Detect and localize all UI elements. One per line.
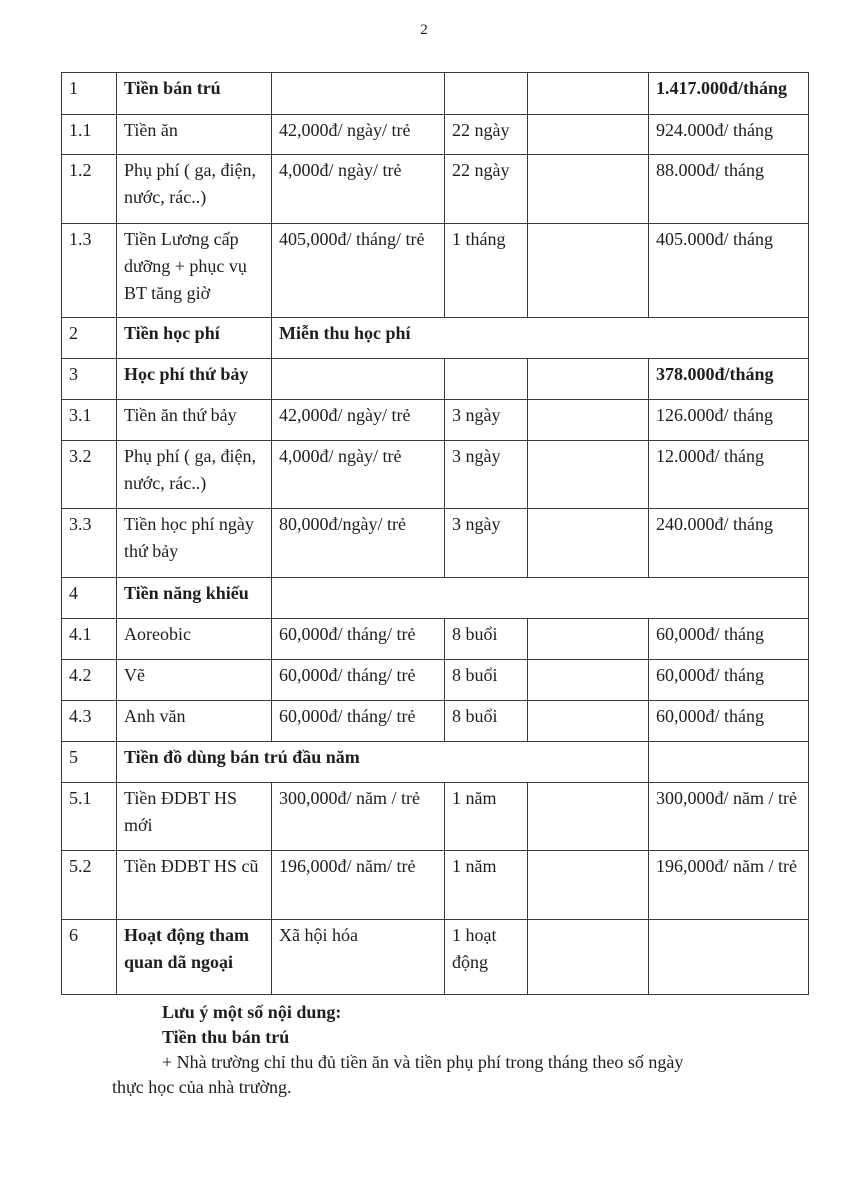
row-number-cell: 2	[62, 318, 117, 359]
item-cell: Tiền học phí ngày thứ bảy	[117, 509, 272, 578]
row-number-cell: 4.2	[62, 660, 117, 701]
item-cell: Tiền năng khiếu	[117, 578, 272, 619]
row-number-cell: 1	[62, 73, 117, 115]
rate-cell: 42,000đ/ ngày/ trẻ	[272, 115, 445, 155]
blank-cell	[528, 155, 649, 224]
rate-cell: 300,000đ/ năm / trẻ	[272, 783, 445, 851]
total-cell: 1.417.000đ/tháng	[649, 73, 809, 115]
blank-cell	[528, 400, 649, 441]
total-cell: 378.000đ/tháng	[649, 359, 809, 400]
item-cell: Tiền Lương cấp dưỡng + phục vụ BT tăng giờ	[117, 224, 272, 318]
total-cell	[649, 920, 809, 995]
rate-cell: 196,000đ/ năm/ trẻ	[272, 851, 445, 920]
row-number-cell: 3.3	[62, 509, 117, 578]
item-cell: Phụ phí ( ga, điện, nước, rác..)	[117, 155, 272, 224]
row-number-cell: 4.1	[62, 619, 117, 660]
blank-cell	[528, 509, 649, 578]
quantity-cell: 3 ngày	[445, 441, 528, 509]
quantity-cell: 1 hoạt động	[445, 920, 528, 995]
blank-cell	[528, 783, 649, 851]
table-row	[62, 73, 809, 115]
table-row	[62, 701, 809, 742]
rate-cell: 60,000đ/ tháng/ trẻ	[272, 701, 445, 742]
table-row	[62, 619, 809, 660]
table-row	[62, 115, 809, 155]
notes-line: thực học của nhà trường.	[112, 1077, 292, 1097]
item-cell: Tiền học phí	[117, 318, 272, 359]
row-number-cell: 6	[62, 920, 117, 995]
total-cell: 126.000đ/ tháng	[649, 400, 809, 441]
table-row	[62, 783, 809, 851]
blank-cell	[528, 660, 649, 701]
quantity-cell: 3 ngày	[445, 509, 528, 578]
table-row	[62, 359, 809, 400]
rate-cell: 4,000đ/ ngày/ trẻ	[272, 155, 445, 224]
row-number-cell: 4.3	[62, 701, 117, 742]
blank-cell	[528, 359, 649, 400]
total-cell: 240.000đ/ tháng	[649, 509, 809, 578]
item-cell: Tiền ăn thứ bảy	[117, 400, 272, 441]
table-row	[62, 742, 809, 783]
rate-cell	[272, 73, 445, 115]
item-cell: Tiền ăn	[117, 115, 272, 155]
table-row	[62, 155, 809, 224]
quantity-cell: 22 ngày	[445, 155, 528, 224]
item-cell: Phụ phí ( ga, điện, nước, rác..)	[117, 441, 272, 509]
quantity-cell: 8 buổi	[445, 619, 528, 660]
quantity-cell: 1 tháng	[445, 224, 528, 318]
rate-cell: 4,000đ/ ngày/ trẻ	[272, 441, 445, 509]
item-cell: Anh văn	[117, 701, 272, 742]
total-cell: 88.000đ/ tháng	[649, 155, 809, 224]
table-row	[62, 224, 809, 318]
row-number-cell: 5.1	[62, 783, 117, 851]
table-row	[62, 578, 809, 619]
row-number-cell: 3.2	[62, 441, 117, 509]
merged-note-cell: Miễn thu học phí	[272, 318, 809, 359]
rate-cell: 42,000đ/ ngày/ trẻ	[272, 400, 445, 441]
total-cell	[649, 742, 809, 783]
blank-cell	[528, 115, 649, 155]
blank-cell	[528, 73, 649, 115]
blank-cell	[528, 851, 649, 920]
merged-note-cell	[272, 578, 809, 619]
total-cell: 60,000đ/ tháng	[649, 660, 809, 701]
item-cell: Tiền ĐDBT HS cũ	[117, 851, 272, 920]
item-cell: Aoreobic	[117, 619, 272, 660]
total-cell: 60,000đ/ tháng	[649, 701, 809, 742]
quantity-cell: 1 năm	[445, 783, 528, 851]
row-number-cell: 3.1	[62, 400, 117, 441]
total-cell: 924.000đ/ tháng	[649, 115, 809, 155]
row-number-cell: 3	[62, 359, 117, 400]
item-cell: Tiền bán trú	[117, 73, 272, 115]
total-cell: 300,000đ/ năm / trẻ	[649, 783, 809, 851]
notes-subheading: Tiền thu bán trú	[162, 1027, 290, 1047]
blank-cell	[528, 619, 649, 660]
notes-line: + Nhà trường chỉ thu đủ tiền ăn và tiền phụ phí trong tháng theo số ngày	[162, 1052, 684, 1072]
notes-section	[0, 1000, 848, 1100]
table-row	[62, 920, 809, 995]
rate-cell	[272, 359, 445, 400]
quantity-cell: 1 năm	[445, 851, 528, 920]
rate-cell: Xã hội hóa	[272, 920, 445, 995]
table-row	[62, 400, 809, 441]
blank-cell	[528, 441, 649, 509]
table-row	[62, 851, 809, 920]
quantity-cell: 8 buổi	[445, 701, 528, 742]
rate-cell: 405,000đ/ tháng/ trẻ	[272, 224, 445, 318]
total-cell: 60,000đ/ tháng	[649, 619, 809, 660]
row-number-cell: 1.3	[62, 224, 117, 318]
quantity-cell: 8 buổi	[445, 660, 528, 701]
rate-cell: 60,000đ/ tháng/ trẻ	[272, 619, 445, 660]
row-number-cell: 4	[62, 578, 117, 619]
quantity-cell: 3 ngày	[445, 400, 528, 441]
item-cell: Vẽ	[117, 660, 272, 701]
fee-table	[61, 72, 809, 995]
total-cell: 405.000đ/ tháng	[649, 224, 809, 318]
quantity-cell	[445, 359, 528, 400]
notes-heading: Lưu ý một số nội dung:	[162, 1002, 342, 1022]
item-cell: Học phí thứ bảy	[117, 359, 272, 400]
blank-cell	[528, 701, 649, 742]
row-number-cell: 5.2	[62, 851, 117, 920]
row-number-cell: 1.2	[62, 155, 117, 224]
rate-cell: 60,000đ/ tháng/ trẻ	[272, 660, 445, 701]
blank-cell	[528, 224, 649, 318]
table-row	[62, 441, 809, 509]
total-cell: 196,000đ/ năm / trẻ	[649, 851, 809, 920]
item-cell: Hoạt động tham quan dã ngoại	[117, 920, 272, 995]
quantity-cell	[445, 73, 528, 115]
rate-cell: 80,000đ/ngày/ trẻ	[272, 509, 445, 578]
table-row	[62, 660, 809, 701]
item-cell: Tiền đồ dùng bán trú đầu năm	[117, 742, 649, 783]
quantity-cell: 22 ngày	[445, 115, 528, 155]
row-number-cell: 1.1	[62, 115, 117, 155]
page-number: 2	[420, 22, 428, 38]
table-row	[62, 509, 809, 578]
item-cell: Tiền ĐDBT HS mới	[117, 783, 272, 851]
total-cell: 12.000đ/ tháng	[649, 441, 809, 509]
blank-cell	[528, 920, 649, 995]
row-number-cell: 5	[62, 742, 117, 783]
table-row	[62, 318, 809, 359]
